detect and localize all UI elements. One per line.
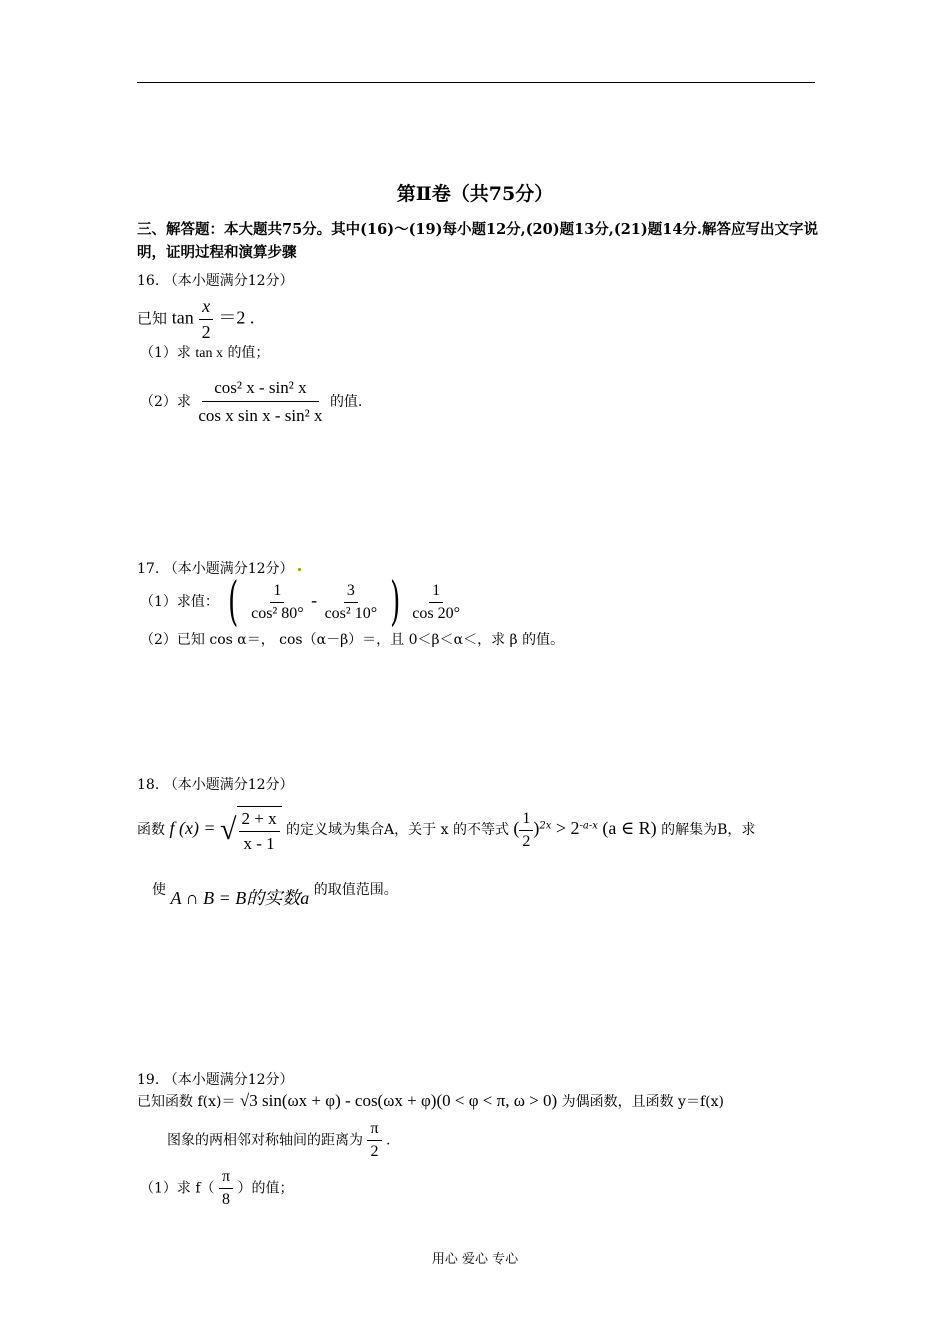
q19-part1-suffix: ）的值；	[237, 1180, 294, 1197]
q18-lparen: (	[513, 818, 520, 838]
q17-part1-prefix: （1）求值：	[140, 594, 219, 610]
q19-part1-prefix: （1）求 f（	[140, 1180, 215, 1197]
q19-part1	[140, 1168, 294, 1209]
q16-part1-suffix: 的值；	[227, 345, 270, 361]
page-footer: 用心 爱心 专心	[431, 1252, 519, 1267]
q17-frac1-den: cos² 80°	[251, 604, 304, 622]
q16-frac-num: x	[199, 296, 213, 320]
q18-radicand	[237, 806, 282, 854]
q16-given-prefix: 已知	[137, 309, 168, 328]
q16-part2-num: cos² x - sin² x	[202, 378, 318, 402]
q18-heading: 18. （本小题满分12分）	[137, 777, 294, 793]
q17-heading-text: 17. （本小题满分12分）	[137, 561, 294, 577]
q16-part1	[140, 342, 269, 362]
q19-part1-den: 8	[222, 1191, 231, 1208]
q19-line2	[167, 1120, 390, 1161]
q17-frac3	[409, 582, 463, 623]
page-title: 第Ⅱ卷（共75分）	[396, 183, 554, 205]
q16-part2-den: cos x sin x - sin² x	[198, 406, 323, 425]
section-intro: 三、解答题：本大题共75分。其中(16)～(19)每小题12分,(20)题13分,(21)题14分.解答应写出文字说明，证明过程和演算步骤	[137, 221, 818, 261]
q18-sqrt	[220, 806, 282, 854]
q17-frac2-num: 3	[344, 582, 358, 603]
q16-part2	[140, 378, 362, 426]
q19-line2-prefix: 图象的两相邻对称轴间的距离为	[167, 1132, 363, 1149]
q19-pi-frac	[367, 1120, 381, 1161]
q16-part2-suffix: 的值.	[329, 394, 363, 410]
q18-half-den: 2	[522, 832, 531, 850]
q18-cond: (a ∈ R)	[602, 818, 657, 838]
q18-line2-math: A ∩ B = B的实数a	[170, 888, 310, 908]
q16-part1-prefix: （1）求	[140, 345, 191, 361]
q17-part1	[140, 572, 463, 632]
q16-part2-prefix: （2）求	[140, 394, 191, 410]
q19-line1-math: √3 sin(ωx + φ) - cos(ωx + φ)(0 < φ < π, ω > 0)	[239, 1091, 558, 1110]
sqrt-icon: √	[220, 813, 237, 846]
q19-pi-den: 2	[370, 1143, 379, 1160]
q19-part1-num: π	[219, 1168, 233, 1189]
q18-line2-prefix: 使	[152, 882, 166, 898]
q16-tan: tan	[171, 307, 194, 328]
q17-frac3-den: cos 20°	[412, 604, 461, 622]
q19-line1-prefix: 已知函数 f(x)＝	[137, 1094, 236, 1110]
header-rule	[137, 82, 815, 83]
q18-half	[519, 810, 533, 851]
q16-fraction	[199, 296, 214, 343]
q18-line1	[137, 806, 755, 854]
q16-part2-fraction	[195, 378, 325, 426]
q19-pi-num: π	[367, 1120, 381, 1141]
q18-suffix: 的解集为B，求	[661, 822, 756, 838]
q19-part1-frac	[219, 1168, 233, 1209]
q17-minus: -	[311, 590, 318, 610]
q19-line1-suffix: 为偶函数，且函数 y＝f(x)	[561, 1094, 724, 1110]
q18-gt: > 2	[555, 818, 580, 838]
q18-mid: 的定义域为集合A，关于 x 的不等式	[286, 822, 509, 838]
q18-sqrt-frac	[239, 809, 280, 854]
left-paren-icon: (	[228, 572, 239, 632]
q17-frac2-den: cos² 10°	[324, 604, 378, 622]
decorative-dot	[298, 568, 301, 571]
q16-frac-den: 2	[201, 322, 211, 342]
q17-frac2	[322, 582, 381, 623]
q18-half-num: 1	[519, 810, 533, 831]
q18-sqrt-num: 2 + x	[239, 809, 280, 832]
q16-part1-math: tan x	[195, 346, 223, 361]
q18-sqrt-den: x - 1	[243, 834, 275, 853]
q16-heading: 16. （本小题满分12分）	[137, 273, 294, 289]
q18-line2	[152, 874, 398, 908]
q18-rparen: )	[533, 818, 540, 838]
q18-line2-suffix: 的取值范围。	[313, 882, 398, 898]
q17-frac1	[248, 582, 307, 623]
q18-prefix: 函数	[137, 822, 165, 838]
q16-value: ＝2 .	[218, 307, 255, 328]
q19-line2-suffix: .	[385, 1132, 391, 1149]
q19-heading: 19. （本小题满分12分）	[137, 1072, 294, 1088]
q19-line1	[137, 1091, 724, 1111]
q17-part2: （2）已知 cos α＝， cos（α－β）＝，且 0＜β＜α＜，求 β 的值。	[140, 632, 565, 648]
q17-heading	[137, 558, 301, 578]
q17-frac1-num: 1	[270, 582, 284, 603]
q17-frac3-num: 1	[429, 582, 443, 603]
q18-exp2: -a-x	[579, 820, 598, 832]
q16-given	[137, 296, 254, 343]
q18-fx: f (x) =	[169, 818, 216, 838]
q18-exp1: 2x	[539, 820, 552, 832]
right-paren-icon: )	[389, 572, 400, 632]
